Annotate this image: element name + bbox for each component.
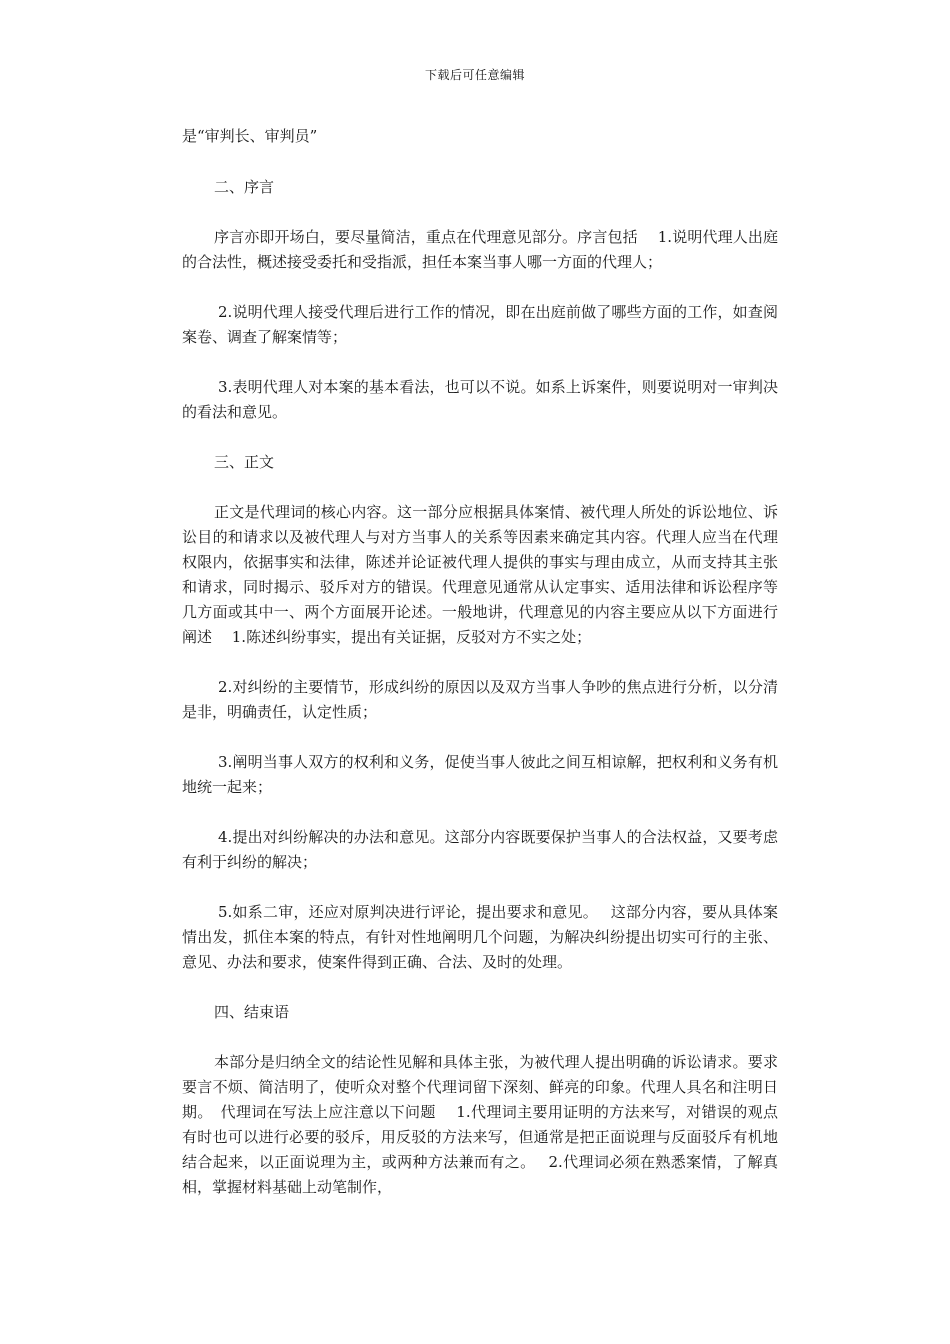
preface-item-2: 2.说明代理人接受代理后进行工作的情况，即在出庭前做了哪些方面的工作，如查阅案卷、调查了解案情等；: [182, 303, 778, 346]
document-body: [182, 124, 778, 1200]
body-item-2: 2.对纠纷的主要情节，形成纠纷的原因以及双方当事人争吵的焦点进行分析，以分清是非，明确责任，认定性质；: [182, 678, 778, 721]
body-paragraph: 正文是代理词的核心内容。这一部分应根据具体案情、被代理人所处的诉讼地位、诉讼目的和请求以及被代理人与对方当事人的关系等因素来确定其内容。代理人应当在代理权限内，依据事实和法律，陈述并论证被代理人提供的事实与理由成立，从而支持其主张和请求，同时揭示、驳斥对方的错误。代理意见通常从认定事实、适用法律和诉讼程序等几方面或其中一、两个方面展开论述。一般地讲，代理意见的内容主要应从以下方面进行阐述 1.陈述纠纷事实，提出有关证据，反驳对方不实之处；: [182, 503, 778, 646]
body-item-4: 4.提出对纠纷解决的办法和意见。这部分内容既要保护当事人的合法权益，又要考虑有利于纠纷的解决；: [182, 828, 778, 871]
preface-paragraph: 序言亦即开场白，要尽量简洁，重点在代理意见部分。序言包括 1.说明代理人出庭的合法性，概述接受委托和受指派，担任本案当事人哪一方面的代理人；: [182, 228, 778, 271]
body-item-5: 5.如系二审，还应对原判决进行评论，提出要求和意见。 这部分内容，要从具体案情出发，抓住本案的特点，有针对性地阐明几个问题，为解决纠纷提出切实可行的主张、意见、办法和要求，使案件得到正确、合法、及时的处理。: [182, 903, 778, 971]
section-heading-body: 三、正文: [214, 453, 275, 471]
conclusion-paragraph: 本部分是归纳全文的结论性见解和具体主张，为被代理人提出明确的诉讼请求。要求要言不烦、简洁明了，使听众对整个代理词留下深刻、鲜亮的印象。代理人具名和注明日期。 代理词在写法上应注意以下问题 1.代理词主要用证明的方法来写，对错误的观点有时也可以进行必要的驳斥，用反驳的方法来写，但通常是把正面说理与反面驳斥有机地结合起来，以正面说理为主，或两种方法兼而有之。 2.代理词必须在熟悉案情，了解真相，掌握材料基础上动笔制作，: [182, 1053, 778, 1196]
section-heading-conclusion: 四、结束语: [214, 1003, 290, 1021]
preface-item-3: 3.表明代理人对本案的基本看法，也可以不说。如系上诉案件，则要说明对一审判决的看法和意见。: [182, 378, 778, 421]
section-heading-preface: 二、序言: [214, 178, 275, 196]
intro-line: 是“审判长、审判员”: [182, 127, 318, 145]
page-header: 下载后可任意编辑: [424, 68, 525, 82]
body-item-3: 3.阐明当事人双方的权利和义务，促使当事人彼此之间互相谅解，把权利和义务有机地统一起来；: [182, 753, 778, 796]
